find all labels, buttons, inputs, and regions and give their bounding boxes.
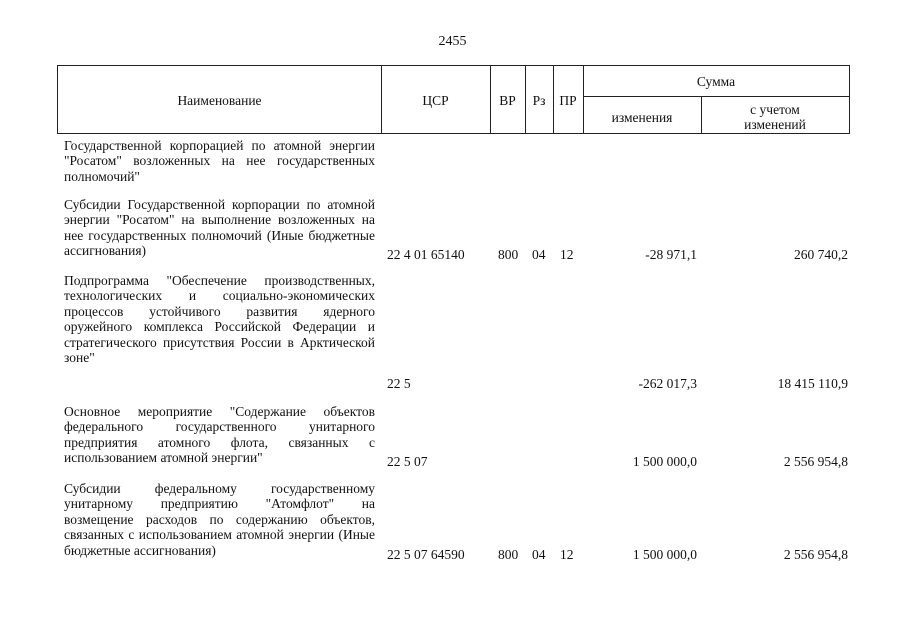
row-change: 1 500 000,0: [632, 547, 697, 562]
row-vr: 800: [498, 247, 519, 262]
row-total: 2 556 954,8: [783, 454, 848, 469]
row-pr: 12: [560, 247, 574, 262]
header-sum: Сумма: [696, 74, 736, 89]
row-name: Субсидии Государственной корпорации по атомной энергии "Росатом" на выполнение возложенных на нее государственных полномочий (Иные бюджетные ассигнования): [64, 197, 375, 259]
header-with-change-line1: с учетом: [750, 102, 800, 117]
row-change: 1 500 000,0: [632, 454, 697, 469]
row-csr: 22 5 07: [387, 454, 428, 469]
row-pr: 12: [560, 547, 574, 562]
row-total: 18 415 110,9: [777, 376, 848, 391]
row-name: Государственной корпорацией по атомной энергии "Росатом" возложенных на нее государственных полномочий": [64, 138, 375, 184]
page-number: 2455: [438, 34, 467, 49]
row-name: Подпрограмма "Обеспечение производственных, технологических и социально-экономических процессов устойчивого развития ядерного оружейного комплекса Российской Федерации и стратегического присутствия России в Арктической зоне": [64, 273, 375, 366]
row-vr: 800: [498, 547, 519, 562]
header-csr: ЦСР: [422, 93, 449, 108]
row-name: Субсидии федеральному государственному унитарному предприятию "Атомфлот" на возмещение расходов по содержанию объектов, связанных с использованием атомной энергии (Иные бюджетные ассигнования): [64, 481, 375, 558]
table-header: [57, 65, 850, 134]
header-pr: ПР: [559, 93, 577, 108]
row-rz: 04: [532, 547, 546, 562]
row-change: -28 971,1: [645, 247, 697, 262]
header-rz: Рз: [532, 93, 546, 108]
row-total: 260 740,2: [794, 247, 848, 262]
row-total: 2 556 954,8: [783, 547, 848, 562]
sum-divider: [583, 96, 849, 97]
header-vr: ВР: [499, 93, 516, 108]
row-name: Основное мероприятие "Содержание объектов федерального государственного унитарного предприятия атомного флота, связанных с использованием атомной энергии": [64, 404, 375, 466]
row-rz: 04: [532, 247, 546, 262]
row-csr: 22 4 01 65140: [387, 247, 465, 262]
header-with-change-line2: изменений: [744, 117, 806, 132]
header-change: изменения: [611, 110, 673, 125]
row-csr: 22 5 07 64590: [387, 547, 465, 562]
row-csr: 22 5: [387, 376, 411, 391]
header-name: Наименование: [177, 93, 262, 108]
row-change: -262 017,3: [638, 376, 697, 391]
